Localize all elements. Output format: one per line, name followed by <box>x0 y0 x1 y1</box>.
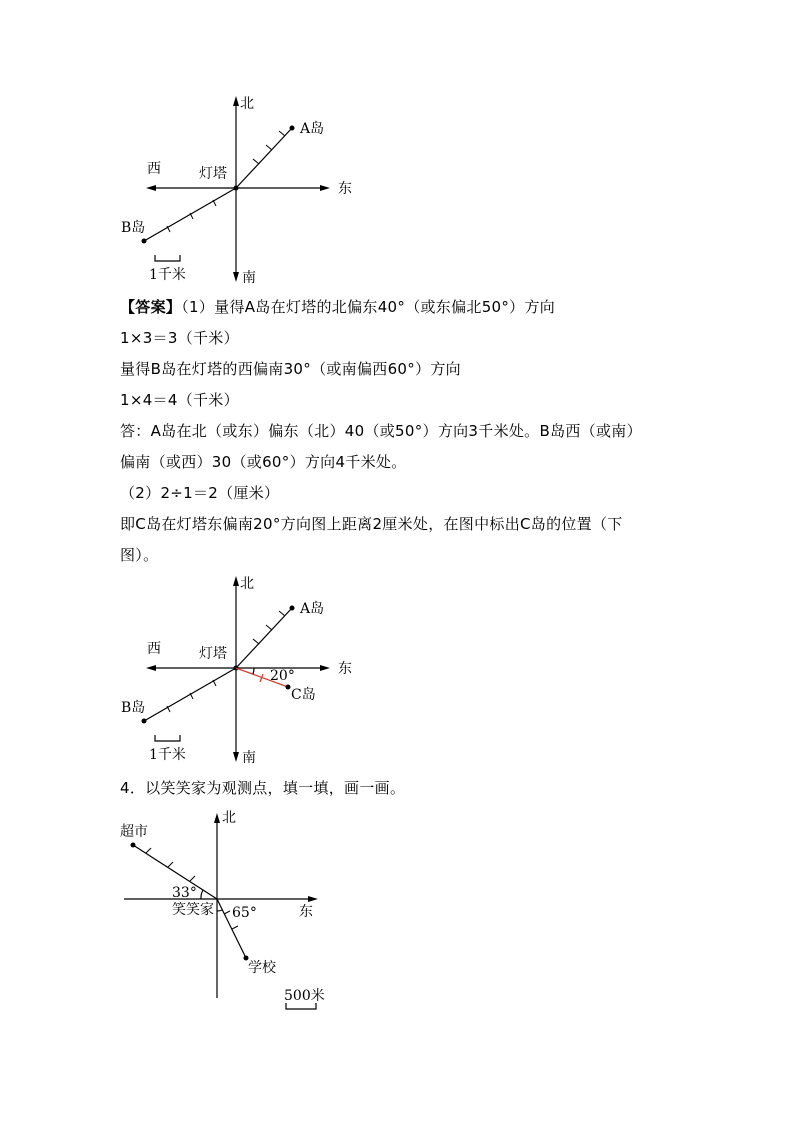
a-island-label: A岛 <box>300 121 325 137</box>
scale-tick <box>190 876 195 881</box>
scale-tick <box>232 926 238 929</box>
scale-tick <box>224 911 230 914</box>
scale-bar <box>155 255 180 261</box>
lighthouse-label: 灯塔 <box>199 166 227 182</box>
b-island-point <box>142 239 147 244</box>
home-label: 笑笑家 <box>172 902 214 918</box>
east-label: 东 <box>338 181 352 197</box>
answer-tag: 【答案】 <box>120 298 182 316</box>
north-label: 北 <box>222 810 236 826</box>
answer-line-3: 量得B岛在灯塔的西偏南30°（或南偏西60°）方向 <box>120 360 461 378</box>
east-arrow-icon <box>308 896 318 902</box>
b-island-label: B岛 <box>121 220 146 236</box>
c-island-label: C岛 <box>291 687 316 703</box>
supermarket-point <box>131 843 136 848</box>
angle-label-market: 33° <box>172 885 197 901</box>
west-label: 西 <box>147 161 161 177</box>
line-to-a-island <box>236 128 292 188</box>
c-island-point <box>286 685 291 690</box>
north-arrow-icon <box>233 576 239 586</box>
scale-tick <box>146 848 151 853</box>
supermarket-label: 超市 <box>120 824 148 840</box>
answer-line-2: 1×3＝3（千米） <box>120 329 239 347</box>
angle-label-school: 65° <box>232 905 257 921</box>
north-label: 北 <box>240 576 254 592</box>
line-to-a-island <box>236 608 292 668</box>
scale-tick <box>266 145 272 150</box>
b-island-label: B岛 <box>121 700 146 716</box>
a-island-label: A岛 <box>300 601 325 617</box>
south-arrow-icon <box>233 272 239 282</box>
north-label: 北 <box>240 96 254 112</box>
answer-text: （1）量得A岛在灯塔的北偏东40°（或东偏北50°）方向 <box>181 298 556 316</box>
scale-label: 500米 <box>284 988 325 1004</box>
scale-tick <box>253 639 259 644</box>
answer-line-8: 即C岛在灯塔东偏南20°方向图上距离2厘米处，在图中标出C岛的位置（下 <box>120 515 623 533</box>
scale-tick <box>279 611 285 616</box>
angle-arc <box>201 890 203 899</box>
line-to-b-island <box>144 188 236 241</box>
scale-bar <box>155 735 180 741</box>
scale-label: 1千米 <box>149 267 186 283</box>
answer-line-6: 偏南（或西）30（或60°）方向4千米处。 <box>120 453 407 471</box>
west-arrow-icon <box>146 665 156 671</box>
answer-line-5: 答：A岛在北（或东）偏东（北）40（或50°）方向3千米处。B岛西（或南） <box>120 422 642 440</box>
answer-line-7: （2）2÷1＝2（厘米） <box>120 484 280 502</box>
a-island-point <box>290 126 295 131</box>
question-4: 4．以笑笑家为观测点，填一填，画一画。 <box>120 779 406 797</box>
scale-tick <box>279 131 285 136</box>
school-label: 学校 <box>248 960 276 976</box>
b-island-point <box>142 719 147 724</box>
west-label: 西 <box>147 641 161 657</box>
scale-tick <box>168 862 173 867</box>
south-label: 南 <box>242 270 256 286</box>
east-label: 东 <box>338 661 352 677</box>
east-arrow-icon <box>320 185 330 191</box>
east-label: 东 <box>299 904 313 920</box>
angle-arc <box>217 910 222 911</box>
scale-tick <box>266 625 272 630</box>
line-to-b-island <box>144 668 236 721</box>
north-arrow-icon <box>233 96 239 106</box>
scale-tick <box>253 159 259 164</box>
answer-line-4: 1×4＝4（千米） <box>120 391 239 409</box>
answer-line-9: 图）。 <box>120 546 159 564</box>
north-arrow-icon <box>214 813 220 823</box>
south-label: 南 <box>242 750 256 766</box>
a-island-point <box>290 606 295 611</box>
scale-label: 1千米 <box>149 747 186 763</box>
angle-arc <box>253 668 254 674</box>
answer-line-1 <box>120 292 700 322</box>
west-arrow-icon <box>146 185 156 191</box>
lighthouse-label: 灯塔 <box>199 646 227 662</box>
east-arrow-icon <box>320 665 330 671</box>
south-arrow-icon <box>233 752 239 762</box>
angle-label: 20° <box>270 668 295 684</box>
